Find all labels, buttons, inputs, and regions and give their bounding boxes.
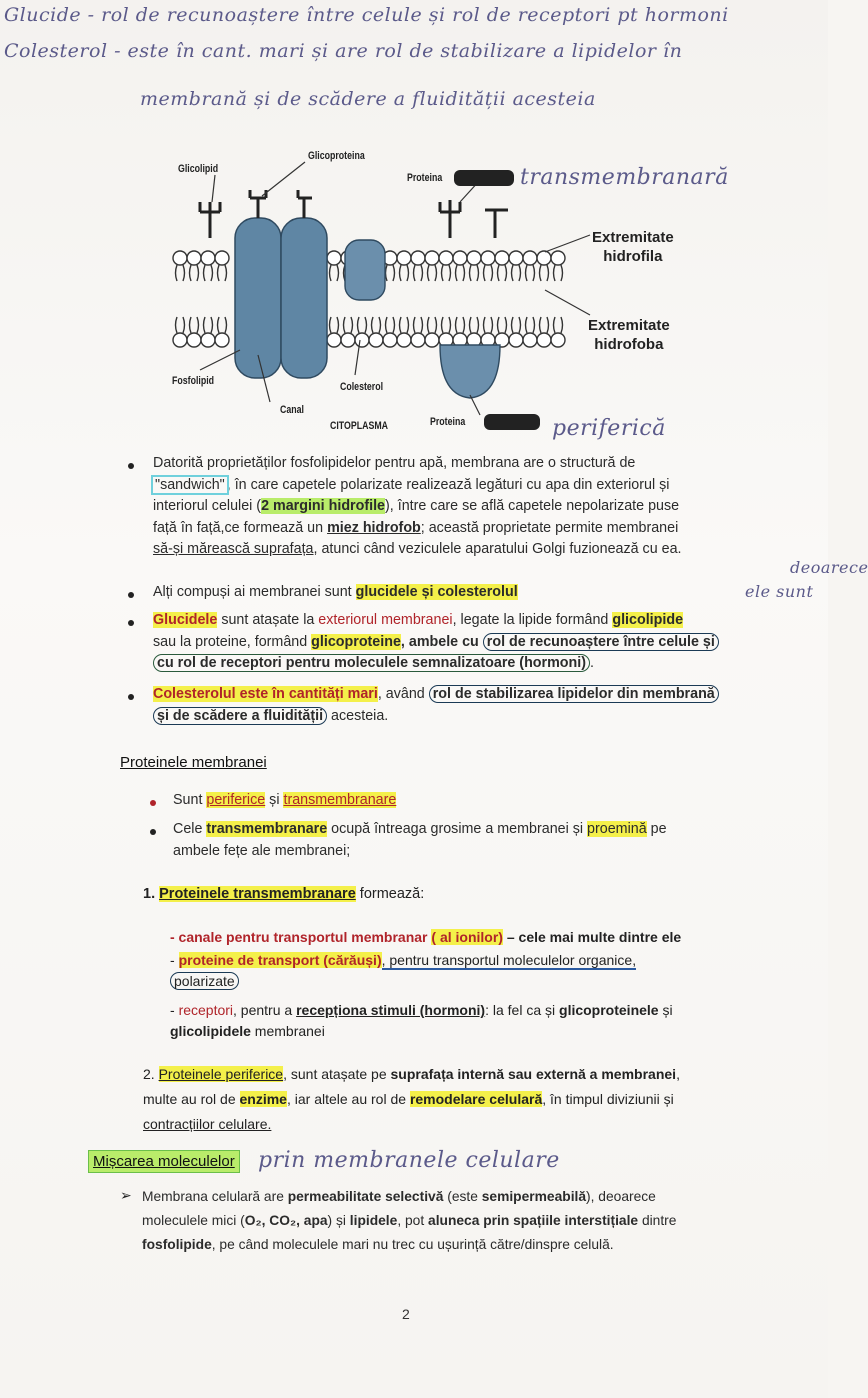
- phospholipid-tail: [456, 265, 465, 281]
- phospholipid-tail: [330, 265, 339, 281]
- paragraph-colesterol: Colesterolul este în cantități mari, având rol de stabilizarea lipidelor din membrană și de scădere a fluidității acesteia.: [153, 684, 803, 727]
- handwritten-periferica: periferică: [552, 416, 666, 441]
- phospholipid-tail: [176, 265, 185, 281]
- list-item-receptori: - receptori, pentru a recepționa stimuli (hormoni): la fel ca și glicoproteinele și glicolipidele membranei: [170, 1002, 673, 1039]
- phospholipid-head: [481, 251, 495, 265]
- phospholipid-head: [411, 251, 425, 265]
- phospholipid-tail: [386, 265, 395, 281]
- phospholipid-tail: [386, 317, 395, 333]
- phospholipid-head: [537, 333, 551, 347]
- phospholipid-tail: [190, 317, 199, 333]
- phospholipid-head: [439, 251, 453, 265]
- channel-protein-right: [281, 218, 327, 378]
- phospholipid-tail: [470, 317, 479, 333]
- phospholipid-head: [551, 333, 565, 347]
- peripheral-protein-bottom: [440, 345, 500, 398]
- phospholipid-tail: [484, 265, 493, 281]
- phospholipid-tail: [498, 265, 507, 281]
- phospholipid-head: [509, 333, 523, 347]
- label-extremitate-hidrofila: Extremitate hidrofila: [592, 229, 674, 265]
- phospholipid-tail: [414, 265, 423, 281]
- handwritten-note-line2: Colesterol - este în cant. mari și are rol de stabilizare a lipidelor în: [4, 40, 683, 62]
- phospholipid-head: [537, 251, 551, 265]
- label-canal: Canal: [280, 404, 304, 416]
- phospholipid-tail: [344, 317, 353, 333]
- paragraph-glucidele: Glucidele sunt atașate la exteriorul membranei, legate la lipide formând glicolipide sau la proteine, formând glicoproteine, ambele cu rol de recunoaștere între celule și cu rol de receptori pentru moleculele semnalizatoare (hormoni) .: [153, 610, 803, 675]
- handwritten-note-line3: membrană și de scădere a fluidității acesteia: [140, 88, 596, 110]
- phospholipid-head: [523, 333, 537, 347]
- handwritten-note-line1: Glucide - rol de recunoaștere între celule și rol de receptori pt hormoni: [4, 4, 729, 26]
- phospholipid-tail: [400, 317, 409, 333]
- phospholipid-tail: [428, 265, 437, 281]
- phospholipid-tail: [190, 265, 199, 281]
- phospholipid-tail: [218, 317, 227, 333]
- phospholipid-head: [327, 333, 341, 347]
- phospholipid-head: [509, 251, 523, 265]
- phospholipid-tail: [498, 317, 507, 333]
- page-number: 2: [402, 1306, 410, 1322]
- paragraph-tipuri-proteine: Sunt periferice și transmembranare: [173, 792, 397, 808]
- label-glicolipid: Glicolipid: [178, 163, 219, 175]
- phospholipid-head: [453, 251, 467, 265]
- label-citoplasma: CITOPLASMA: [330, 420, 389, 432]
- arrow-bullet-icon: ➢: [120, 1187, 132, 1203]
- phospholipid-tail: [204, 317, 213, 333]
- bullet-4: [128, 694, 134, 700]
- phospholipid-tail: [512, 317, 521, 333]
- phospholipid-head: [383, 333, 397, 347]
- phospholipid-tail: [470, 265, 479, 281]
- glycolipid-icon: [200, 202, 220, 238]
- label-fosfolipid: Fosfolipid: [172, 375, 215, 387]
- phospholipid-head: [397, 333, 411, 347]
- phospholipid-tail: [330, 317, 339, 333]
- phospholipid-tail: [526, 265, 535, 281]
- phospholipid-head: [327, 251, 341, 265]
- phospholipid-head: [411, 333, 425, 347]
- bullet-p1: [150, 800, 156, 806]
- phospholipid-tail: [526, 317, 535, 333]
- phospholipid-head: [467, 251, 481, 265]
- phospholipid-tail: [456, 317, 465, 333]
- phospholipid-head: [425, 333, 439, 347]
- phospholipid-tail: [358, 317, 367, 333]
- phospholipid-head: [523, 251, 537, 265]
- phospholipid-head: [495, 251, 509, 265]
- section-title-proteine: Proteinele membranei: [120, 754, 267, 771]
- handwritten-margin-note: deoarece: [790, 558, 868, 577]
- list-item-transport: - proteine de transport (cărăuși), pentru transportul moleculelor organice, polarizate: [170, 952, 637, 989]
- phospholipid-head: [201, 251, 215, 265]
- phospholipid-tail: [428, 317, 437, 333]
- section-title-miscarea: Mișcarea moleculelor: [88, 1153, 240, 1170]
- phospholipid-head: [397, 251, 411, 265]
- phospholipid-head: [369, 333, 383, 347]
- paragraph-proteine-periferice: 2. Proteinele periferice, sunt atașate pe suprafața internă sau externă a membranei, multe au rol de enzime, iar altele au rol de remodelare celulară, în timpul diviziunii și contracțiilor celulare.: [143, 1066, 680, 1132]
- handwritten-miscarea-note: prin membranele celulare: [258, 1148, 560, 1173]
- label-proteina-top: Proteina: [407, 172, 443, 184]
- bullet-3: [128, 620, 134, 626]
- glycoprotein-icon: [440, 200, 460, 238]
- phospholipid-tail: [400, 265, 409, 281]
- phospholipid-tail: [540, 317, 549, 333]
- paragraph-sandwich: Datorită proprietăților fosfolipidelor pentru apă, membrana are o structură de "sandwich" , în care capetele polarizate realizează legături cu apa din exteriorul și interiorul celulei (2 margini hidrofile), între care se află capetele nepolarizate puse față în față,ce formează un miez hidrofob; această proprietate permite membranei să-și mărească suprafața, atunci când veziculele aparatului Golgi fuzionează cu ea.: [153, 455, 682, 557]
- phospholipid-head: [355, 333, 369, 347]
- label-extremitate-hidrofoba: Extremitate hidrofoba: [588, 317, 670, 353]
- phospholipid-head: [551, 251, 565, 265]
- bullet-p2: [150, 829, 156, 835]
- phospholipid-tail: [204, 265, 213, 281]
- handwritten-margin-note2: ele sunt: [745, 582, 814, 601]
- bullet-1: [128, 463, 134, 469]
- paragraph-compusi: Alți compuși ai membranei sunt glucidele și colesterolul: [153, 584, 518, 600]
- phospholipid-tail: [176, 317, 185, 333]
- phospholipid-tail: [218, 265, 227, 281]
- phospholipid-tail: [442, 265, 451, 281]
- list-item-canale: - canale pentru transportul membranar ( al ionilor) – cele mai multe dintre ele: [170, 929, 682, 945]
- glycan-icon: [250, 190, 312, 218]
- label-proteina-bottom: Proteina: [430, 416, 466, 428]
- paragraph-transmembranare: Cele transmembranare ocupă întreaga grosime a membranei și proemină pe ambele fețe ale membranei;: [173, 821, 667, 859]
- bullet-2: [128, 592, 134, 598]
- paragraph-permeabilitate: Membrana celulară are permeabilitate selectivă (este semipermeabilă), deoarece moleculele mici (O₂, CO₂, apa) și lipidele, pot aluneca prin spațiile interstițiale dintre fosfolipide, pe când moleculele mari nu trec cu ușurință către/dinspre celulă.: [142, 1189, 677, 1252]
- phospholipid-head: [173, 251, 187, 265]
- phospholipid-head: [173, 333, 187, 347]
- heading-proteine-transmembranare: 1. Proteinele transmembranare formează:: [143, 886, 425, 902]
- phospholipid-tail: [442, 317, 451, 333]
- phospholipid-head: [187, 333, 201, 347]
- phospholipid-tail: [484, 317, 493, 333]
- peripheral-protein-top: [345, 240, 385, 300]
- phospholipid-tail: [512, 265, 521, 281]
- phospholipid-tail: [554, 317, 563, 333]
- phospholipid-head: [215, 251, 229, 265]
- phospholipid-head: [201, 333, 215, 347]
- phospholipid-tail: [372, 317, 381, 333]
- phospholipid-head: [215, 333, 229, 347]
- phospholipid-tail: [414, 317, 423, 333]
- handwritten-transmembranara: transmembranară: [520, 165, 729, 190]
- label-glicoproteina: Glicoproteina: [308, 150, 365, 162]
- phospholipid-head: [341, 333, 355, 347]
- phospholipid-tail: [540, 265, 549, 281]
- channel-protein-left: [235, 218, 281, 378]
- label-colesterol: Colesterol: [340, 381, 384, 393]
- phospholipid-head: [425, 251, 439, 265]
- phospholipid-tail: [554, 265, 563, 281]
- phospholipid-head: [187, 251, 201, 265]
